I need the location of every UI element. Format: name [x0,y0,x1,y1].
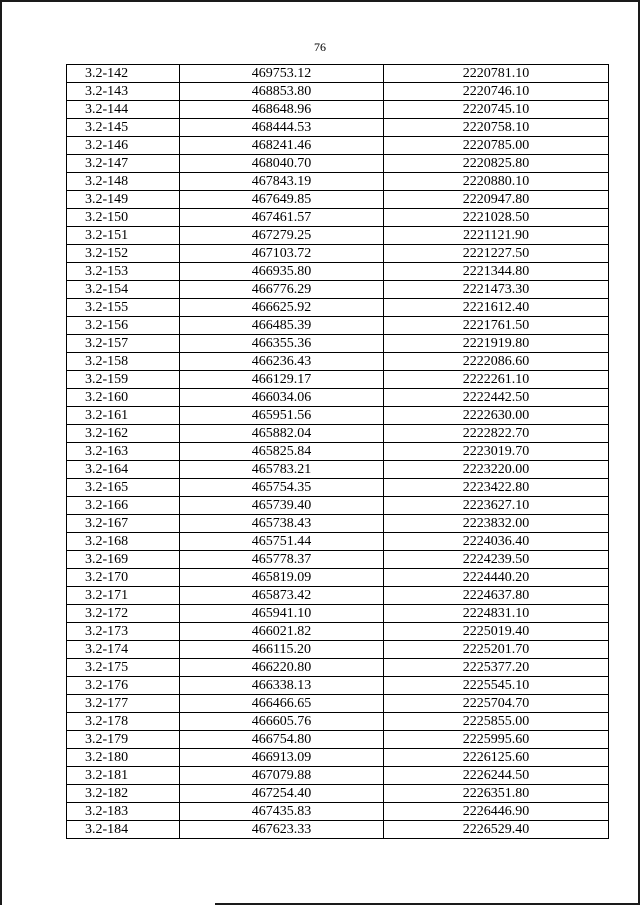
y-coordinate-cell: 2224239.50 [384,551,609,569]
table-row [67,119,609,137]
y-coordinate-cell: 2225019.40 [384,623,609,641]
point-number-cell: 3.2-170 [67,569,180,587]
x-coordinate-cell: 466466.65 [180,695,384,713]
y-coordinate-cell: 2222442.50 [384,389,609,407]
page-number: 76 [314,40,326,54]
scan-border-top [0,0,640,2]
point-number-cell: 3.2-178 [67,713,180,731]
x-coordinate-cell: 465951.56 [180,407,384,425]
x-coordinate-cell: 466776.29 [180,281,384,299]
point-number-cell: 3.2-173 [67,623,180,641]
point-number-cell: 3.2-179 [67,731,180,749]
point-number-cell: 3.2-145 [67,119,180,137]
table-row [67,101,609,119]
table-row [67,587,609,605]
table-row [67,731,609,749]
coordinates-table-body [67,65,609,839]
point-number-cell: 3.2-159 [67,371,180,389]
point-number-cell: 3.2-180 [67,749,180,767]
point-number-cell: 3.2-158 [67,353,180,371]
point-number-cell: 3.2-146 [67,137,180,155]
y-coordinate-cell: 2225704.70 [384,695,609,713]
table-row [67,353,609,371]
y-coordinate-cell: 2223832.00 [384,515,609,533]
x-coordinate-cell: 466913.09 [180,749,384,767]
x-coordinate-cell: 467279.25 [180,227,384,245]
table-row [67,677,609,695]
y-coordinate-cell: 2220785.00 [384,137,609,155]
y-coordinate-cell: 2225545.10 [384,677,609,695]
y-coordinate-cell: 2223627.10 [384,497,609,515]
y-coordinate-cell: 2221121.90 [384,227,609,245]
table-row [67,479,609,497]
point-number-cell: 3.2-175 [67,659,180,677]
point-number-cell: 3.2-164 [67,461,180,479]
point-number-cell: 3.2-143 [67,83,180,101]
x-coordinate-cell: 465819.09 [180,569,384,587]
x-coordinate-cell: 466935.80 [180,263,384,281]
y-coordinate-cell: 2226351.80 [384,785,609,803]
x-coordinate-cell: 469753.12 [180,65,384,83]
x-coordinate-cell: 467623.33 [180,821,384,839]
point-number-cell: 3.2-182 [67,785,180,803]
y-coordinate-cell: 2221919.80 [384,335,609,353]
y-coordinate-cell: 2223422.80 [384,479,609,497]
point-number-cell: 3.2-147 [67,155,180,173]
x-coordinate-cell: 465825.84 [180,443,384,461]
point-number-cell: 3.2-154 [67,281,180,299]
table-row [67,263,609,281]
x-coordinate-cell: 465754.35 [180,479,384,497]
y-coordinate-cell: 2220947.80 [384,191,609,209]
x-coordinate-cell: 467461.57 [180,209,384,227]
x-coordinate-cell: 465778.37 [180,551,384,569]
y-coordinate-cell: 2222630.00 [384,407,609,425]
x-coordinate-cell: 465941.10 [180,605,384,623]
point-number-cell: 3.2-165 [67,479,180,497]
x-coordinate-cell: 466236.43 [180,353,384,371]
x-coordinate-cell: 467254.40 [180,785,384,803]
table-row [67,191,609,209]
y-coordinate-cell: 2226125.60 [384,749,609,767]
point-number-cell: 3.2-152 [67,245,180,263]
point-number-cell: 3.2-184 [67,821,180,839]
table-row [67,317,609,335]
point-number-cell: 3.2-149 [67,191,180,209]
coordinates-table [66,64,609,839]
x-coordinate-cell: 467103.72 [180,245,384,263]
point-number-cell: 3.2-157 [67,335,180,353]
x-coordinate-cell: 466754.80 [180,731,384,749]
y-coordinate-cell: 2225995.60 [384,731,609,749]
y-coordinate-cell: 2226446.90 [384,803,609,821]
y-coordinate-cell: 2225377.20 [384,659,609,677]
x-coordinate-cell: 466115.20 [180,641,384,659]
point-number-cell: 3.2-174 [67,641,180,659]
y-coordinate-cell: 2226244.50 [384,767,609,785]
table-row [67,425,609,443]
table-row [67,767,609,785]
table-row [67,497,609,515]
y-coordinate-cell: 2225201.70 [384,641,609,659]
point-number-cell: 3.2-166 [67,497,180,515]
table-row [67,371,609,389]
x-coordinate-cell: 465739.40 [180,497,384,515]
table-row [67,569,609,587]
point-number-cell: 3.2-163 [67,443,180,461]
table-row [67,155,609,173]
x-coordinate-cell: 466355.36 [180,335,384,353]
point-number-cell: 3.2-155 [67,299,180,317]
x-coordinate-cell: 467079.88 [180,767,384,785]
y-coordinate-cell: 2226529.40 [384,821,609,839]
y-coordinate-cell: 2220745.10 [384,101,609,119]
x-coordinate-cell: 466220.80 [180,659,384,677]
x-coordinate-cell: 468040.70 [180,155,384,173]
point-number-cell: 3.2-181 [67,767,180,785]
x-coordinate-cell: 466034.06 [180,389,384,407]
table-row [67,245,609,263]
x-coordinate-cell: 468648.96 [180,101,384,119]
table-row [67,173,609,191]
point-number-cell: 3.2-160 [67,389,180,407]
y-coordinate-cell: 2222822.70 [384,425,609,443]
x-coordinate-cell: 465882.04 [180,425,384,443]
y-coordinate-cell: 2221028.50 [384,209,609,227]
scan-border-left [0,0,2,905]
point-number-cell: 3.2-156 [67,317,180,335]
table-row [67,659,609,677]
y-coordinate-cell: 2224831.10 [384,605,609,623]
point-number-cell: 3.2-144 [67,101,180,119]
table-row [67,749,609,767]
table-row [67,533,609,551]
point-number-cell: 3.2-142 [67,65,180,83]
x-coordinate-cell: 467435.83 [180,803,384,821]
y-coordinate-cell: 2222261.10 [384,371,609,389]
y-coordinate-cell: 2220781.10 [384,65,609,83]
y-coordinate-cell: 2225855.00 [384,713,609,731]
table-row [67,461,609,479]
table-row [67,299,609,317]
point-number-cell: 3.2-177 [67,695,180,713]
x-coordinate-cell: 465751.44 [180,533,384,551]
y-coordinate-cell: 2224036.40 [384,533,609,551]
point-number-cell: 3.2-148 [67,173,180,191]
x-coordinate-cell: 468853.80 [180,83,384,101]
table-row [67,209,609,227]
x-coordinate-cell: 465873.42 [180,587,384,605]
x-coordinate-cell: 466338.13 [180,677,384,695]
x-coordinate-cell: 467843.19 [180,173,384,191]
point-number-cell: 3.2-176 [67,677,180,695]
point-number-cell: 3.2-167 [67,515,180,533]
x-coordinate-cell: 468241.46 [180,137,384,155]
x-coordinate-cell: 466625.92 [180,299,384,317]
point-number-cell: 3.2-150 [67,209,180,227]
x-coordinate-cell: 466605.76 [180,713,384,731]
y-coordinate-cell: 2220746.10 [384,83,609,101]
table-row [67,551,609,569]
table-row [67,335,609,353]
table-row [67,623,609,641]
table-row [67,281,609,299]
table-row [67,821,609,839]
x-coordinate-cell: 466021.82 [180,623,384,641]
y-coordinate-cell: 2221761.50 [384,317,609,335]
point-number-cell: 3.2-151 [67,227,180,245]
point-number-cell: 3.2-183 [67,803,180,821]
y-coordinate-cell: 2221344.80 [384,263,609,281]
table-row [67,785,609,803]
point-number-cell: 3.2-172 [67,605,180,623]
table-row [67,389,609,407]
x-coordinate-cell: 468444.53 [180,119,384,137]
point-number-cell: 3.2-153 [67,263,180,281]
table-row [67,641,609,659]
x-coordinate-cell: 465738.43 [180,515,384,533]
table-row [67,803,609,821]
table-row [67,515,609,533]
table-row [67,407,609,425]
table-row [67,83,609,101]
y-coordinate-cell: 2221612.40 [384,299,609,317]
y-coordinate-cell: 2224637.80 [384,587,609,605]
x-coordinate-cell: 466129.17 [180,371,384,389]
x-coordinate-cell: 465783.21 [180,461,384,479]
y-coordinate-cell: 2220880.10 [384,173,609,191]
point-number-cell: 3.2-168 [67,533,180,551]
y-coordinate-cell: 2222086.60 [384,353,609,371]
table-row [67,605,609,623]
point-number-cell: 3.2-169 [67,551,180,569]
y-coordinate-cell: 2223019.70 [384,443,609,461]
table-row [67,443,609,461]
table-row [67,137,609,155]
x-coordinate-cell: 467649.85 [180,191,384,209]
y-coordinate-cell: 2221473.30 [384,281,609,299]
table-row [67,695,609,713]
y-coordinate-cell: 2224440.20 [384,569,609,587]
x-coordinate-cell: 466485.39 [180,317,384,335]
point-number-cell: 3.2-171 [67,587,180,605]
y-coordinate-cell: 2221227.50 [384,245,609,263]
point-number-cell: 3.2-162 [67,425,180,443]
table-row [67,65,609,83]
y-coordinate-cell: 2223220.00 [384,461,609,479]
point-number-cell: 3.2-161 [67,407,180,425]
y-coordinate-cell: 2220758.10 [384,119,609,137]
y-coordinate-cell: 2220825.80 [384,155,609,173]
table-row [67,227,609,245]
table-row [67,713,609,731]
